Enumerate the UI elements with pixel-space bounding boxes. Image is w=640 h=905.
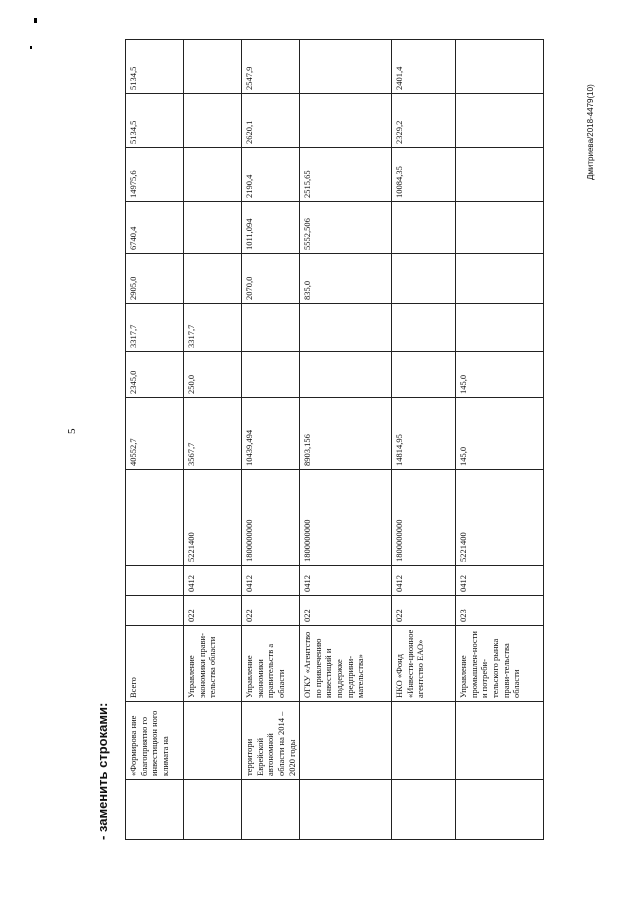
table-cell: 022 <box>300 596 392 626</box>
table-cell: 40552,7 <box>126 398 184 470</box>
table-cell <box>392 352 456 398</box>
table-cell: 0412 <box>392 566 456 596</box>
table-cell: 2329,2 <box>392 94 456 148</box>
section-heading: - заменить строками: <box>95 702 110 840</box>
table-cell: территори Еврейской автономной области на 2014 – 2020 годы <box>242 702 300 780</box>
table-cell: Управление экономики правительств а области <box>242 626 300 702</box>
table-cell <box>126 566 184 596</box>
rotated-table-block <box>95 40 575 840</box>
table-cell: «Формирова ние благоприятно го инвестицион ного климата на <box>126 702 184 780</box>
table-cell <box>392 780 456 840</box>
table-cell: 835,0 <box>300 254 392 304</box>
table-cell: 1800000000 <box>392 470 456 566</box>
table-cell: ОГКУ «Агентство по привлечению инвестиций и поддержке предприни-мательства» <box>300 626 392 702</box>
table-cell <box>392 202 456 254</box>
table-cell: 1011,094 <box>242 202 300 254</box>
table-cell: 10084,35 <box>392 148 456 202</box>
table-cell <box>456 202 544 254</box>
table-cell: Управление промышлен-ности и потреби-тельского рынка прави-тельства области <box>456 626 544 702</box>
table-cell <box>126 596 184 626</box>
table-cell <box>184 148 242 202</box>
table-cell <box>184 40 242 94</box>
table-cell: 3317,7 <box>184 304 242 352</box>
table-cell: 145,0 <box>456 352 544 398</box>
table-cell: 10439,494 <box>242 398 300 470</box>
table-row <box>456 40 544 840</box>
table-cell: 2515,65 <box>300 148 392 202</box>
table-cell: НКО «Фонд «Инвести-ционное агентство ЕАО» <box>392 626 456 702</box>
table-cell: 0412 <box>456 566 544 596</box>
table-cell: 5221400 <box>184 470 242 566</box>
table-row <box>300 40 392 840</box>
table-cell: 6740,4 <box>126 202 184 254</box>
table-cell: 5552,506 <box>300 202 392 254</box>
table-cell: 250,0 <box>184 352 242 398</box>
scan-speck <box>30 46 32 49</box>
table-cell: 8903,156 <box>300 398 392 470</box>
table-cell <box>300 702 392 780</box>
table-cell: 5134,5 <box>126 94 184 148</box>
table-cell <box>456 254 544 304</box>
table-cell: 14975,6 <box>126 148 184 202</box>
table-cell <box>184 702 242 780</box>
table-cell: 3567,7 <box>184 398 242 470</box>
table-cell: 0412 <box>242 566 300 596</box>
table-cell: 0412 <box>184 566 242 596</box>
table-cell: 5221400 <box>456 470 544 566</box>
table-cell: 2345,0 <box>126 352 184 398</box>
table-cell <box>392 254 456 304</box>
table-cell: 3317,7 <box>126 304 184 352</box>
table-cell <box>300 94 392 148</box>
table-cell: 2620,1 <box>242 94 300 148</box>
table-row <box>242 40 300 840</box>
table-cell: 2070,0 <box>242 254 300 304</box>
table-cell <box>242 780 300 840</box>
table-cell <box>456 40 544 94</box>
table-cell <box>392 702 456 780</box>
table-cell: Всего <box>126 626 184 702</box>
table-cell: 14814,95 <box>392 398 456 470</box>
table-cell: 022 <box>392 596 456 626</box>
table-cell <box>184 254 242 304</box>
table-cell: 0412 <box>300 566 392 596</box>
table-cell: 1800000000 <box>242 470 300 566</box>
table-cell <box>184 94 242 148</box>
table-cell <box>126 780 184 840</box>
table-cell <box>300 352 392 398</box>
document-reference: Дмитриева/2018-4479(10) <box>586 84 595 180</box>
table-cell <box>300 780 392 840</box>
table-cell: Управление экономики прави-тельства области <box>184 626 242 702</box>
table-cell <box>242 352 300 398</box>
table-cell: 023 <box>456 596 544 626</box>
budget-table <box>125 39 544 840</box>
table-row <box>184 40 242 840</box>
table-cell: 5134,5 <box>126 40 184 94</box>
table-row <box>392 40 456 840</box>
table-cell <box>392 304 456 352</box>
table-cell: 2547,9 <box>242 40 300 94</box>
table-cell <box>456 780 544 840</box>
table-cell <box>456 702 544 780</box>
table-cell: 2401,4 <box>392 40 456 94</box>
table-cell: 2190,4 <box>242 148 300 202</box>
table-cell: 2905,0 <box>126 254 184 304</box>
table-cell <box>456 148 544 202</box>
table-cell: 022 <box>184 596 242 626</box>
table-cell <box>300 304 392 352</box>
table-cell: 145,0 <box>456 398 544 470</box>
table-cell <box>242 304 300 352</box>
table-row <box>126 40 184 840</box>
table-cell <box>456 94 544 148</box>
table-cell <box>456 304 544 352</box>
table-cell <box>300 40 392 94</box>
scan-speck <box>34 18 37 23</box>
table-cell <box>184 202 242 254</box>
page-number: 5 <box>66 428 78 434</box>
table-cell <box>126 470 184 566</box>
table-cell <box>184 780 242 840</box>
table-cell: 1800000000 <box>300 470 392 566</box>
table-cell: 022 <box>242 596 300 626</box>
